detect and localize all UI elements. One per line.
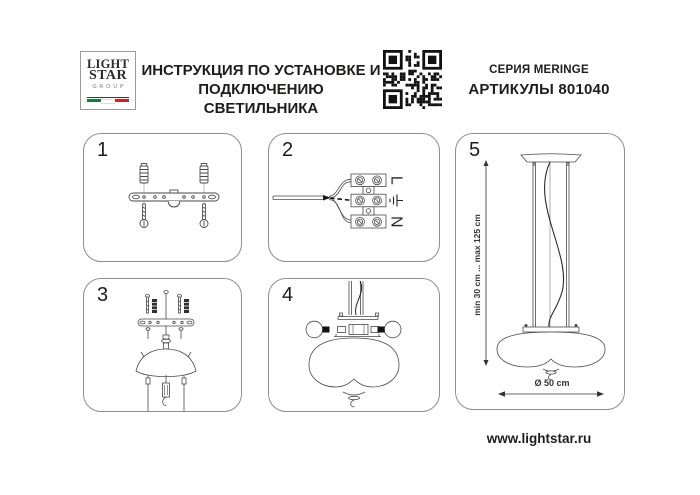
title-line-2: ПОДКЛЮЧЕНИЮ СВЕТИЛЬНИКА	[198, 81, 324, 117]
series-label: СЕРИЯ MERINGE	[489, 64, 589, 76]
article-label: АРТИКУЛЫ 801040	[468, 81, 610, 98]
step-number: 1	[97, 139, 109, 161]
logo-word-light: LIGHT	[87, 57, 129, 71]
height-dimension	[472, 160, 489, 366]
step-panel-3	[83, 278, 242, 412]
flag-white-segment	[101, 99, 115, 104]
website-url: www.lightstar.ru	[486, 431, 592, 446]
bulb-and-shade-diagram	[269, 279, 439, 411]
qr-code	[383, 50, 442, 109]
height-range-label: min 30 cm ... max 125 cm	[472, 214, 482, 316]
step-panel-5	[455, 133, 625, 410]
flag-green-segment	[87, 99, 101, 102]
step-panel-4	[268, 278, 440, 412]
step-number: 5	[469, 139, 481, 161]
title-line-1: ИНСТРУКЦИЯ ПО УСТАНОВКЕ И	[141, 62, 381, 79]
diameter-dimension	[498, 378, 604, 397]
live-wire-label: L	[387, 175, 405, 185]
flag-red-segment	[115, 99, 129, 102]
logo-word-group: GROUP	[92, 84, 127, 90]
lightstar-logo	[80, 51, 136, 110]
diameter-label: Ø 50 cm	[534, 378, 570, 388]
logo-word-star: STAR	[89, 68, 127, 83]
italian-flag-stripe	[87, 97, 129, 103]
step-number: 3	[97, 284, 109, 306]
step-number: 2	[282, 139, 294, 161]
neutral-wire-label: N	[387, 216, 405, 228]
step-number: 4	[282, 284, 294, 306]
ground-icon	[390, 195, 403, 207]
wiring-terminal-diagram	[269, 134, 439, 261]
page-title	[140, 61, 382, 118]
product-info	[455, 64, 623, 98]
step-panel-2	[268, 133, 440, 262]
step-panel-1	[83, 133, 242, 262]
pendant-lamp-diagram	[456, 134, 624, 409]
